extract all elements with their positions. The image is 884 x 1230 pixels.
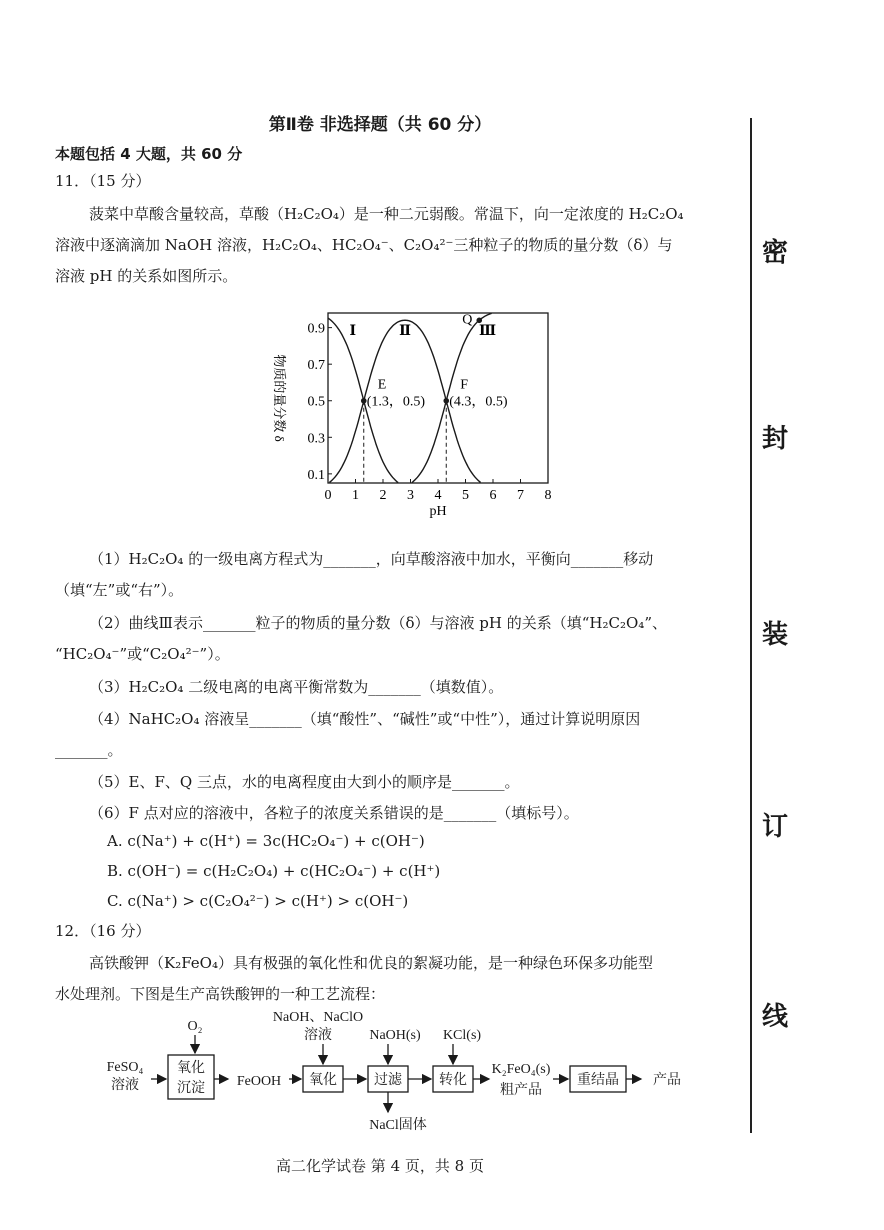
q12-number: 12．（16 分） [55, 922, 151, 940]
seal-char: 订 [761, 812, 788, 842]
q11-option-b: B. c(OH⁻) = c(H₂C₂O₄) + c(HC₂O₄⁻) + c(H⁺) [107, 862, 441, 880]
q11-sub-1-cont: （填“左”或“右”）。 [55, 581, 184, 599]
curve-label-2: Ⅱ [399, 323, 411, 339]
q11-sub-3: （3）H₂C₂O₄ 二级电离的电离平衡常数为_______（填数值）。 [89, 678, 504, 696]
y-axis-label: 物质的量分数 δ [272, 354, 287, 442]
point-label-e: E [377, 377, 387, 393]
x-tick-label: 2 [379, 488, 387, 503]
x-tick-label: 5 [462, 488, 469, 503]
step-recrystallization: 重结晶 [577, 1073, 619, 1088]
x-axis-label: pH [429, 504, 447, 519]
q11-option-c: C. c(Na⁺) > c(C₂O₄²⁻) > c(H⁺) > c(OH⁻) [107, 892, 409, 910]
byproduct-nacl: NaCl固体 [369, 1118, 427, 1133]
q11-sub-4-cont: _______。 [55, 741, 123, 759]
x-tick-label: 7 [517, 488, 524, 503]
x-tick-label: 4 [434, 488, 442, 503]
crude-k2feo4: K₂FeO₄(s) [491, 1062, 551, 1077]
x-tick-label: 6 [489, 488, 497, 503]
point-coord-e: (1.3，0.5) [366, 394, 426, 410]
q12-intro-line: 水处理剂。下图是生产高铁酸钾的一种工艺流程： [55, 985, 386, 1003]
step-oxidation-precipitation: 氧化 [177, 1061, 205, 1076]
reagent-kcl: KCl(s) [442, 1028, 482, 1043]
crude-product-label: 粗产品 [500, 1083, 542, 1098]
y-tick-label: 0.7 [307, 358, 325, 374]
step-oxidation-precipitation-2: 沉淀 [177, 1081, 205, 1096]
y-tick-label: 0.3 [307, 431, 325, 447]
x-tick-label: 8 [544, 488, 552, 503]
q11-intro-line: 溶液 pH 的关系如图所示。 [55, 267, 238, 285]
point-coord-f: (4.3，0.5) [449, 394, 508, 410]
seal-char: 封 [761, 424, 788, 454]
process-flowchart [95, 1005, 735, 1140]
q12-intro-line: 高铁酸钾（K₂FeO₄）具有极强的氧化性和优良的絮凝功能，是一种绿色环保多功能型 [89, 954, 653, 972]
curve-label-1: Ⅰ [349, 323, 357, 339]
seal-char: 装 [761, 620, 788, 650]
plot-frame [328, 313, 548, 483]
point-q [476, 318, 482, 324]
curve-label-3: Ⅲ [478, 323, 497, 339]
reagent-naoh-solid: NaOH(s) [369, 1028, 421, 1043]
q11-sub-4: （4）NaHC₂O₄ 溶液呈_______（填“酸性”、“碱性”或“中性”），通过计算说明原因 [89, 710, 641, 728]
q11-sub-6: （6）F 点对应的溶液中，各粒子的浓度关系错误的是_______（填标号）。 [89, 804, 579, 822]
point-label-f: F [460, 377, 469, 393]
q11-sub-2: （2）曲线Ⅲ表示_______粒子的物质的量分数（δ）与溶液 pH 的关系（填“H₂C₂O₄”、 [89, 614, 667, 632]
q11-option-a: A. c(Na⁺) + c(H⁺) = 3c(HC₂O₄⁻) + c(OH⁻) [107, 832, 425, 850]
x-tick-label: 3 [407, 488, 414, 503]
step-filtration: 过滤 [374, 1073, 402, 1088]
seal-char: 密 [761, 238, 788, 268]
section-title: 第Ⅱ卷 非选择题（共 60 分） [268, 115, 492, 135]
instructions: 本题包括 4 大题，共 60 分 [55, 145, 243, 163]
q11-intro-line: 菠菜中草酸含量较高，草酸（H₂C₂O₄）是一种二元弱酸。常温下，向一定浓度的 H₂C₂O₄ [89, 205, 684, 223]
reagent-naoh-naclo-state: 溶液 [304, 1028, 332, 1043]
x-tick-label: 0 [324, 488, 332, 503]
x-tick-label: 1 [352, 488, 359, 503]
step-oxidation: 氧化 [309, 1073, 337, 1088]
y-tick-label: 0.5 [307, 394, 325, 410]
binding-line [750, 118, 752, 1133]
start-material-state: 溶液 [111, 1078, 139, 1093]
final-product: 产品 [653, 1073, 681, 1088]
page-footer: 高二化学试卷 第 4 页，共 8 页 [276, 1157, 484, 1175]
start-material: FeSO₄ [106, 1060, 144, 1075]
q11-sub-5: （5）E、F、Q 三点，水的电离程度由大到小的顺序是_______。 [89, 773, 520, 791]
q11-sub-2-cont: “HC₂O₄⁻”或“C₂O₄²⁻”）。 [55, 645, 230, 663]
q11-number: 11．（15 分） [55, 172, 151, 190]
q11-sub-1: （1）H₂C₂O₄ 的一级电离方程式为_______，向草酸溶液中加水，平衡向_______移动 [89, 550, 654, 568]
point-e [361, 398, 367, 404]
fraction-vs-ph-chart [255, 305, 575, 520]
intermediate-feooh: FeOOH [236, 1074, 282, 1089]
step-conversion: 转化 [439, 1073, 467, 1088]
point-label-q: Q [462, 312, 473, 328]
q11-intro-line: 溶液中逐滴滴加 NaOH 溶液，H₂C₂O₄、HC₂O₄⁻、C₂O₄²⁻三种粒子的物质的量分数（δ）与 [55, 236, 673, 254]
reagent-naoh-naclo: NaOH、NaClO [272, 1010, 364, 1025]
reactant-o2: O₂ [187, 1019, 203, 1034]
point-f [443, 398, 449, 404]
seal-char: 线 [761, 1002, 788, 1032]
y-tick-label: 0.1 [307, 467, 325, 483]
y-tick-label: 0.9 [307, 321, 325, 337]
